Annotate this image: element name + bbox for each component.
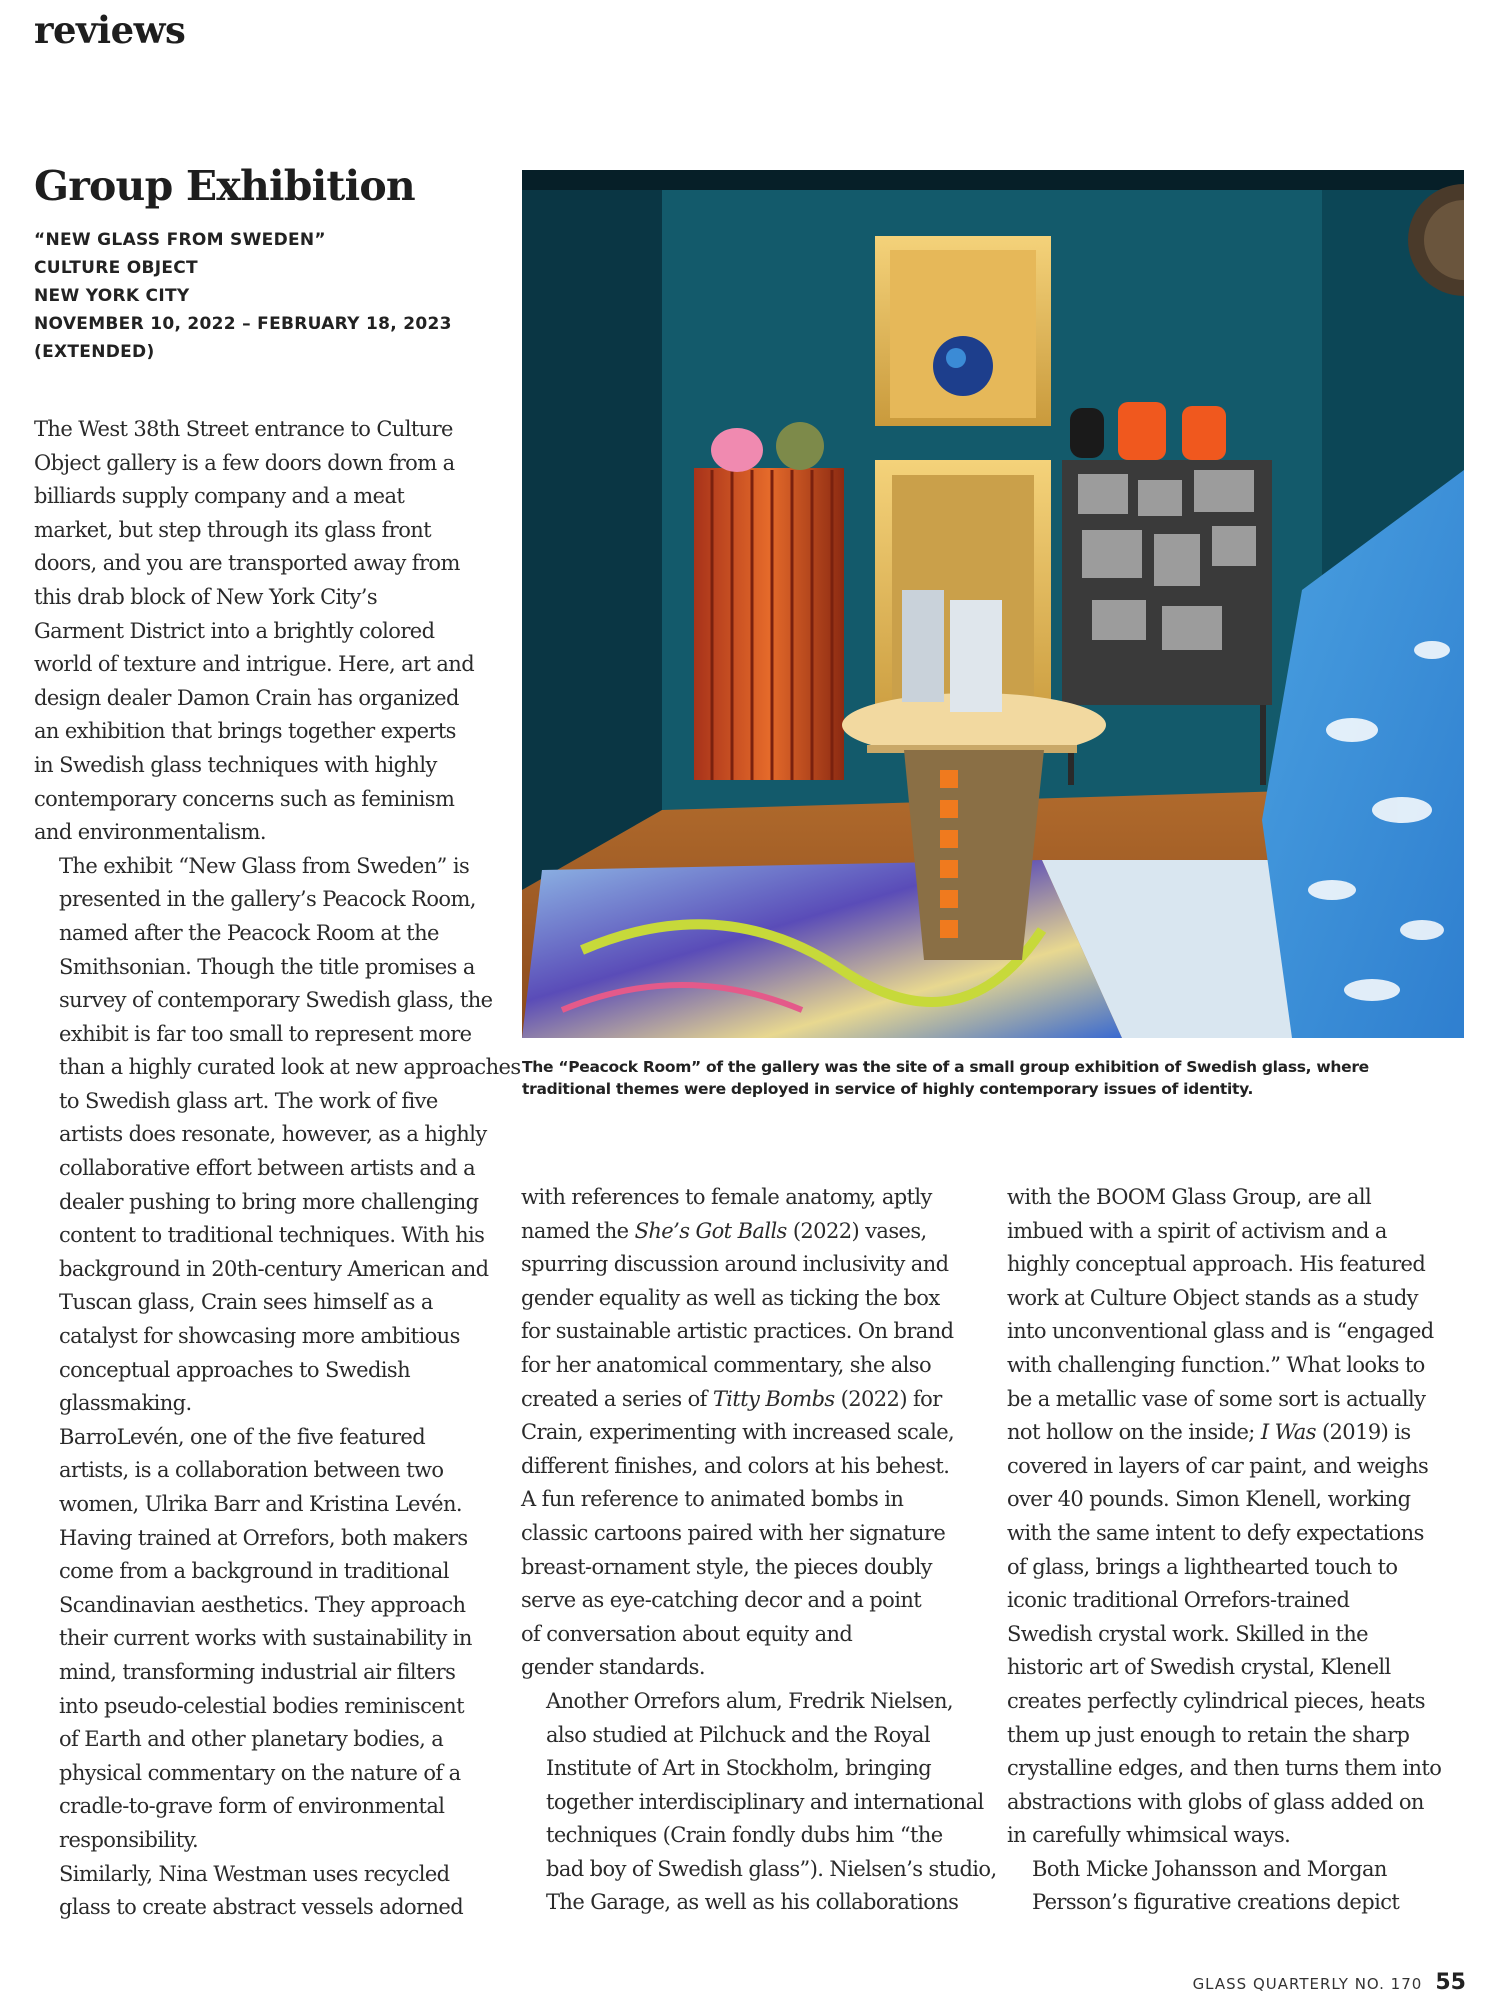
- paragraph: [521, 1685, 997, 1920]
- text-line: Object gallery is a few doors down from a: [34, 450, 455, 475]
- text-line: survey of contemporary Swedish glass, the: [59, 988, 493, 1013]
- text-line: glass to create abstract vessels adorned: [59, 1895, 464, 1920]
- text-line: work at Culture Object stands as a study: [1007, 1285, 1418, 1310]
- text-line: their current works with sustainability in: [59, 1626, 472, 1651]
- text-line: over 40 pounds. Simon Klenell, working: [1007, 1487, 1411, 1512]
- text-line: billiards supply company and a meat: [34, 484, 405, 509]
- text-line: artists, is a collaboration between two: [59, 1458, 444, 1483]
- caption-line: traditional themes were deployed in service of highly contemporary issues of identity.: [522, 1080, 1254, 1098]
- artwork-title: She’s Got Balls: [634, 1218, 787, 1243]
- text-line: presented in the gallery’s Peacock Room,: [59, 887, 476, 912]
- article-column-2: [521, 1181, 997, 1920]
- text-line: for sustainable artistic practices. On brand: [521, 1319, 954, 1344]
- text-line: iconic traditional Orrefors-trained: [1007, 1588, 1350, 1613]
- text-line: BarroLevén, one of the five featured: [59, 1424, 426, 1449]
- text-line: historic art of Swedish crystal, Klenell: [1007, 1655, 1391, 1680]
- text-line: exhibit is far too small to represent more: [59, 1021, 472, 1046]
- text-line: of Earth and other planetary bodies, a: [59, 1727, 444, 1752]
- text-line: Both Micke Johansson and Morgan: [1032, 1856, 1387, 1881]
- text-line: abstractions with globs of glass added on: [1007, 1789, 1424, 1814]
- text-line: Institute of Art in Stockholm, bringing: [546, 1756, 932, 1781]
- text-line: with the BOOM Glass Group, are all: [1007, 1185, 1372, 1209]
- text-line: be a metallic vase of some sort is actually: [1007, 1386, 1426, 1411]
- text-line: Tuscan glass, Crain sees himself as a: [59, 1290, 433, 1315]
- text-line: bad boy of Swedish glass”). Nielsen’s studio,: [546, 1856, 997, 1881]
- text-line: with references to female anatomy, aptly: [521, 1185, 932, 1209]
- text-line: artists does resonate, however, as a highly: [59, 1122, 487, 1147]
- text-line: not hollow on the inside; I Was (2019) is: [1007, 1420, 1411, 1445]
- page-footer: [1193, 1970, 1466, 1995]
- text-line: A fun reference to animated bombs in: [521, 1487, 904, 1512]
- text-line: responsibility.: [59, 1827, 199, 1852]
- text-line: into pseudo-celestial bodies reminiscent: [59, 1693, 464, 1718]
- paragraph: [521, 1181, 981, 1685]
- text-line: named the She’s Got Balls (2022) vases,: [521, 1218, 927, 1243]
- text-line: Similarly, Nina Westman uses recycled: [59, 1861, 450, 1886]
- text-line: Smithsonian. Though the title promises a: [59, 954, 475, 979]
- text-line: mind, transforming industrial air filters: [59, 1659, 456, 1684]
- text-line: into unconventional glass and is “engaged: [1007, 1319, 1434, 1344]
- text-line: also studied at Pilchuck and the Royal: [546, 1722, 930, 1747]
- text-line: for her anatomical commentary, she also: [521, 1352, 932, 1377]
- text-line: The exhibit “New Glass from Sweden” is: [59, 853, 470, 878]
- text-line: design dealer Damon Crain has organized: [34, 685, 459, 710]
- text-line: covered in layers of car paint, and weighs: [1007, 1453, 1429, 1478]
- text-line: together interdisciplinary and international: [546, 1789, 984, 1814]
- text-line: gender equality as well as ticking the box: [521, 1285, 940, 1310]
- paragraph: [34, 1421, 494, 1858]
- text-line: Swedish crystal work. Skilled in the: [1007, 1621, 1368, 1646]
- text-line: world of texture and intrigue. Here, art and: [34, 652, 475, 677]
- text-line: breast-ornament style, the pieces doubly: [521, 1554, 932, 1579]
- caption-line: The “Peacock Room” of the gallery was the site of a small group exhibition of Swedish glass, where: [522, 1058, 1369, 1076]
- text-line: this drab block of New York City’s: [34, 584, 378, 609]
- text-line: serve as eye-catching decor and a point: [521, 1588, 922, 1613]
- text-line: women, Ulrika Barr and Kristina Levén.: [59, 1492, 462, 1516]
- text-line: The Garage, as well as his collaborations: [546, 1890, 959, 1915]
- text-line: market, but step through its glass front: [34, 517, 432, 542]
- paragraph: [1007, 1853, 1467, 1920]
- page-number: 55: [1435, 1970, 1466, 1995]
- photo-caption: [522, 1056, 1464, 1100]
- text-line: Persson’s figurative creations depict: [1032, 1890, 1400, 1915]
- exhibition-name: “NEW GLASS FROM SWEDEN”: [34, 230, 326, 250]
- text-line: than a highly curated look at new approaches: [59, 1055, 521, 1080]
- artwork-title: Titty Bombs: [712, 1386, 835, 1411]
- text-line: and environmentalism.: [34, 820, 266, 845]
- text-line: The West 38th Street entrance to Culture: [34, 417, 453, 441]
- text-line: cradle-to-grave form of environmental: [59, 1794, 445, 1819]
- exhibition-dates: NOVEMBER 10, 2022 – FEBRUARY 18, 2023: [34, 314, 452, 334]
- article-title: Group Exhibition: [34, 162, 415, 210]
- text-line: Another Orrefors alum, Fredrik Nielsen,: [546, 1688, 953, 1713]
- exhibition-city: NEW YORK CITY: [34, 286, 190, 306]
- text-line: classic cartoons paired with her signature: [521, 1520, 946, 1545]
- text-line: spurring discussion around inclusivity and: [521, 1252, 949, 1277]
- text-line: come from a background in traditional: [59, 1559, 449, 1584]
- text-line: gender standards.: [521, 1655, 705, 1680]
- paragraph: [34, 850, 521, 1421]
- article-column-1: [34, 413, 521, 1925]
- publication-name: GLASS QUARTERLY NO. 170: [1192, 1975, 1423, 1993]
- paragraph: [34, 413, 494, 850]
- text-line: to Swedish glass art. The work of five: [59, 1088, 438, 1113]
- gallery-name: CULTURE OBJECT: [34, 258, 198, 278]
- text-line: conceptual approaches to Swedish: [59, 1357, 411, 1382]
- text-line: in carefully whimsical ways.: [1007, 1823, 1291, 1848]
- text-line: creates perfectly cylindrical pieces, heats: [1007, 1688, 1425, 1713]
- text-line: in Swedish glass techniques with highly: [34, 752, 437, 777]
- text-line: techniques (Crain fondly dubs him “the: [546, 1823, 943, 1848]
- gallery-photo: [522, 170, 1464, 1038]
- text-line: of conversation about equity and: [521, 1621, 853, 1646]
- paragraph: [34, 1858, 494, 1925]
- text-line: Crain, experimenting with increased scale,: [521, 1420, 955, 1445]
- text-line: with the same intent to defy expectations: [1007, 1520, 1424, 1545]
- text-line: named after the Peacock Room at the: [59, 920, 439, 945]
- text-line: them up just enough to retain the sharp: [1007, 1722, 1410, 1747]
- text-line: dealer pushing to bring more challenging: [59, 1189, 479, 1214]
- text-line: collaborative effort between artists and a: [59, 1156, 476, 1181]
- text-line: catalyst for showcasing more ambitious: [59, 1324, 460, 1349]
- exhibition-info: [34, 226, 452, 366]
- text-line: physical commentary on the nature of a: [59, 1760, 461, 1785]
- text-line: with challenging function.” What looks to: [1007, 1352, 1425, 1377]
- text-line: highly conceptual approach. His featured: [1007, 1252, 1426, 1277]
- text-line: different finishes, and colors at his behest.: [521, 1453, 950, 1478]
- text-line: crystalline edges, and then turns them into: [1007, 1756, 1442, 1781]
- text-line: content to traditional techniques. With his: [59, 1223, 485, 1248]
- text-line: contemporary concerns such as feminism: [34, 786, 455, 811]
- text-line: Having trained at Orrefors, both makers: [59, 1525, 468, 1550]
- article-column-3: [1007, 1181, 1467, 1920]
- text-line: Garment District into a brightly colored: [34, 618, 435, 643]
- text-line: created a series of Titty Bombs (2022) for: [521, 1386, 942, 1411]
- text-line: doors, and you are transported away from: [34, 551, 460, 576]
- exhibition-extended: (EXTENDED): [34, 342, 155, 362]
- artwork-title: I Was: [1260, 1420, 1316, 1445]
- text-line: of glass, brings a lighthearted touch to: [1007, 1554, 1398, 1579]
- text-line: an exhibition that brings together experts: [34, 719, 456, 744]
- text-line: Scandinavian aesthetics. They approach: [59, 1592, 466, 1617]
- text-line: imbued with a spirit of activism and a: [1007, 1218, 1387, 1243]
- text-line: glassmaking.: [59, 1391, 192, 1416]
- text-line: background in 20th-century American and: [59, 1256, 489, 1281]
- paragraph: [1007, 1181, 1467, 1853]
- section-label: reviews: [34, 8, 186, 52]
